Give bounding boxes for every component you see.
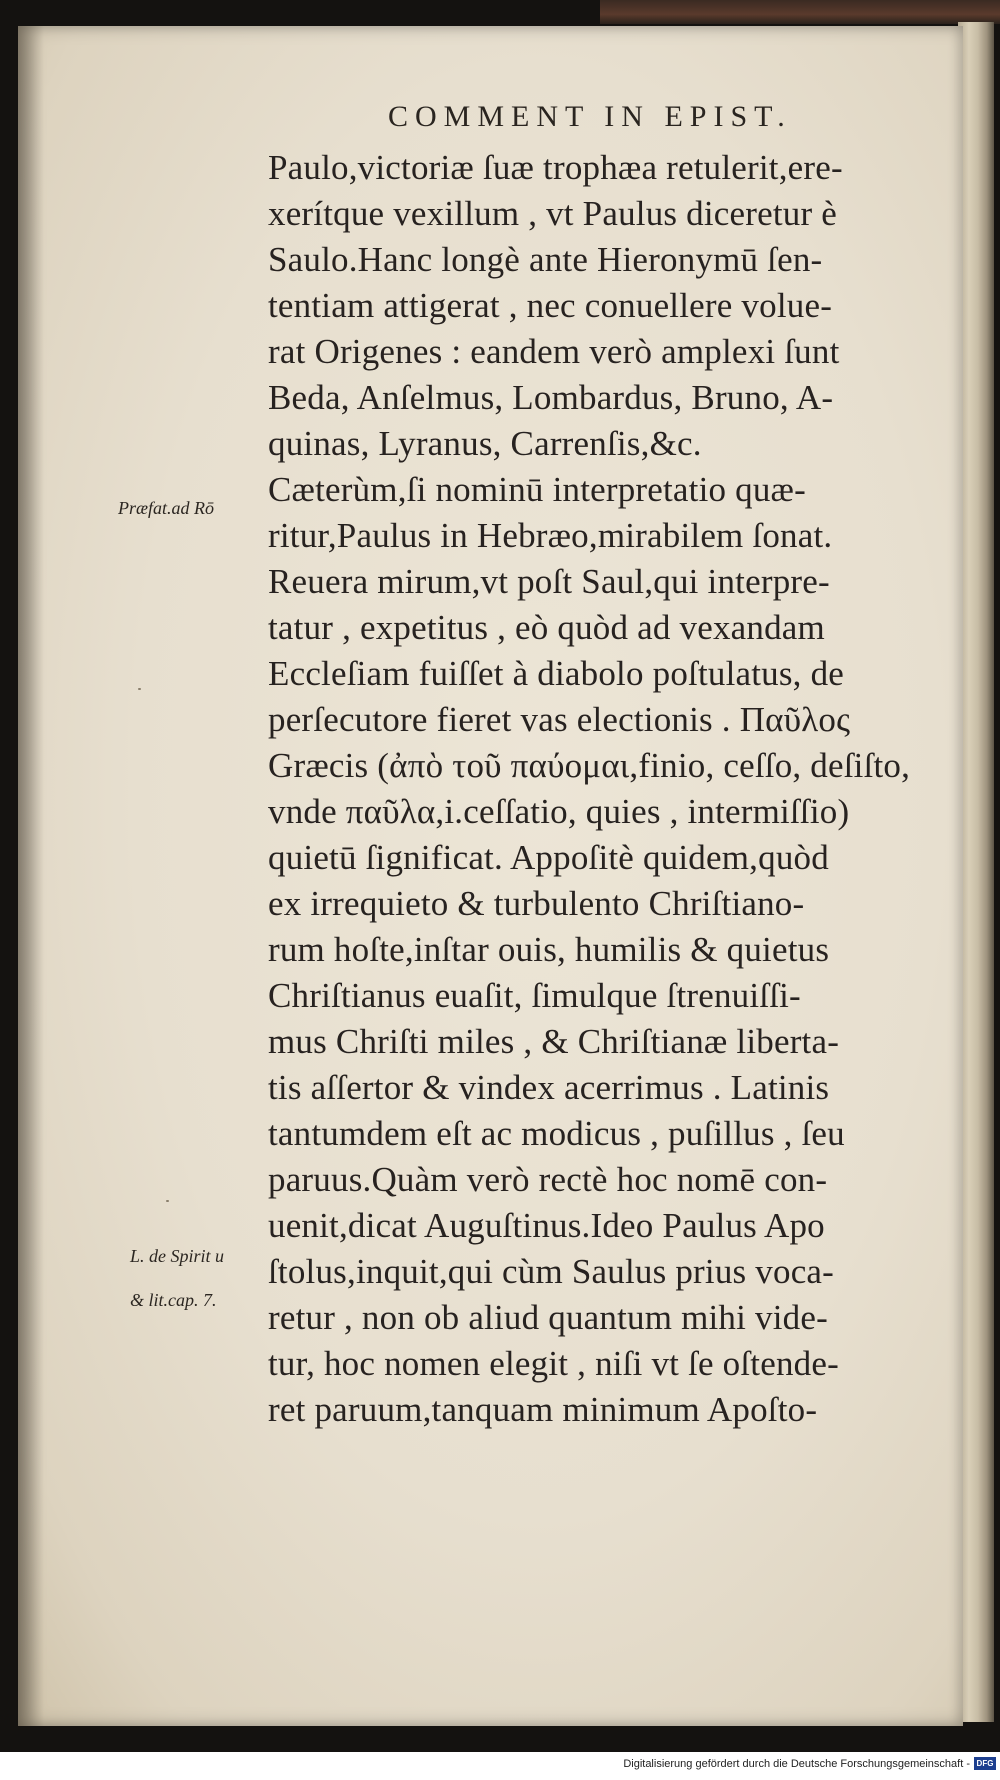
text-line: tatur , expetitus , eò quòd ad vexandam bbox=[268, 608, 825, 647]
text-line: ret paruum,tanquam minimum Apoſto- bbox=[268, 1390, 818, 1429]
text-line: xerítque vexillum , vt Paulus diceretur è bbox=[268, 194, 838, 233]
text-line: Reuera mirum,vt poſt Saul,qui interpre- bbox=[268, 562, 830, 601]
text-line: tur, hoc nomen elegit , niſi vt ſe oſtende- bbox=[268, 1344, 839, 1383]
text-line: quietū ſignificat. Appoſitè quidem,quòd bbox=[268, 838, 829, 877]
running-head: COMMENT IN EPIST. bbox=[388, 100, 792, 133]
text-line: Eccleſiam fuiſſet à diabolo poſtulatus, de bbox=[268, 654, 845, 693]
body-text bbox=[268, 145, 968, 1433]
text-line: rum hoſte,inſtar ouis, humilis & quietus bbox=[268, 930, 830, 969]
margin-note-praefat: Præfat.ad Rō bbox=[118, 498, 215, 518]
cover-top-edge bbox=[600, 0, 1000, 24]
gutter-shadow bbox=[18, 26, 44, 1726]
margin-note-spirit: L. de Spirit u bbox=[130, 1246, 225, 1266]
paper-speck bbox=[166, 1200, 169, 1202]
text-line: paruus.Quàm verò rectè hoc nomē con- bbox=[268, 1160, 828, 1199]
text-line: tantumdem eſt ac modicus , puſillus , ſeu bbox=[268, 1114, 845, 1153]
text-line: rat Origenes : eandem verò amplexi ſunt bbox=[268, 332, 840, 371]
text-line: mus Chriſti miles , & Chriſtianæ liberta- bbox=[268, 1022, 840, 1061]
text-line: perſecutore fieret vas electionis . Παῦλος bbox=[268, 700, 851, 739]
margin-note-cap: & lit.cap. 7. bbox=[130, 1290, 217, 1310]
text-line: ex irrequieto & turbulento Chriſtiano- bbox=[268, 884, 805, 923]
text-line: Cæterùm,ſi nominū interpretatio quæ- bbox=[268, 470, 806, 509]
text-line: retur , non ob aliud quantum mihi vide- bbox=[268, 1298, 828, 1337]
text-line: Chriſtianus euaſit, ſimulque ſtrenuiſſi- bbox=[268, 976, 801, 1015]
dfg-logo-icon: DFG bbox=[974, 1757, 996, 1770]
footer-credit: Digitalisierung gefördert durch die Deutsche Forschungsgemeinschaft - bbox=[623, 1758, 970, 1770]
text-line: tentiam attigerat , nec conuellere volue- bbox=[268, 286, 833, 325]
text-line: Beda, Anſelmus, Lombardus, Bruno, A- bbox=[268, 378, 834, 417]
text-line: Græcis (ἀπὸ τοῦ παύομαι,finio, ceſſo, deſiſto, bbox=[268, 746, 911, 785]
text-line: ſtolus,inquit,qui cùm Saulus prius voca- bbox=[268, 1252, 835, 1291]
paper-speck bbox=[138, 688, 141, 690]
text-line: Paulo,victoriæ ſuæ trophæa retulerit,ere- bbox=[268, 148, 843, 187]
text-line: vnde παῦλα,i.ceſſatio, quies , intermiſſio) bbox=[268, 792, 850, 831]
text-line: ritur,Paulus in Hebræo,mirabilem ſonat. bbox=[268, 516, 833, 555]
text-line: tis aſſertor & vindex acerrimus . Latinis bbox=[268, 1068, 830, 1107]
text-line: uenit,dicat Auguſtinus.Ideo Paulus Apo bbox=[268, 1206, 825, 1245]
text-line: quinas, Lyranus, Carrenſis,&c. bbox=[268, 424, 702, 463]
text-line: Saulo.Hanc longè ante Hieronymū ſen- bbox=[268, 240, 823, 279]
